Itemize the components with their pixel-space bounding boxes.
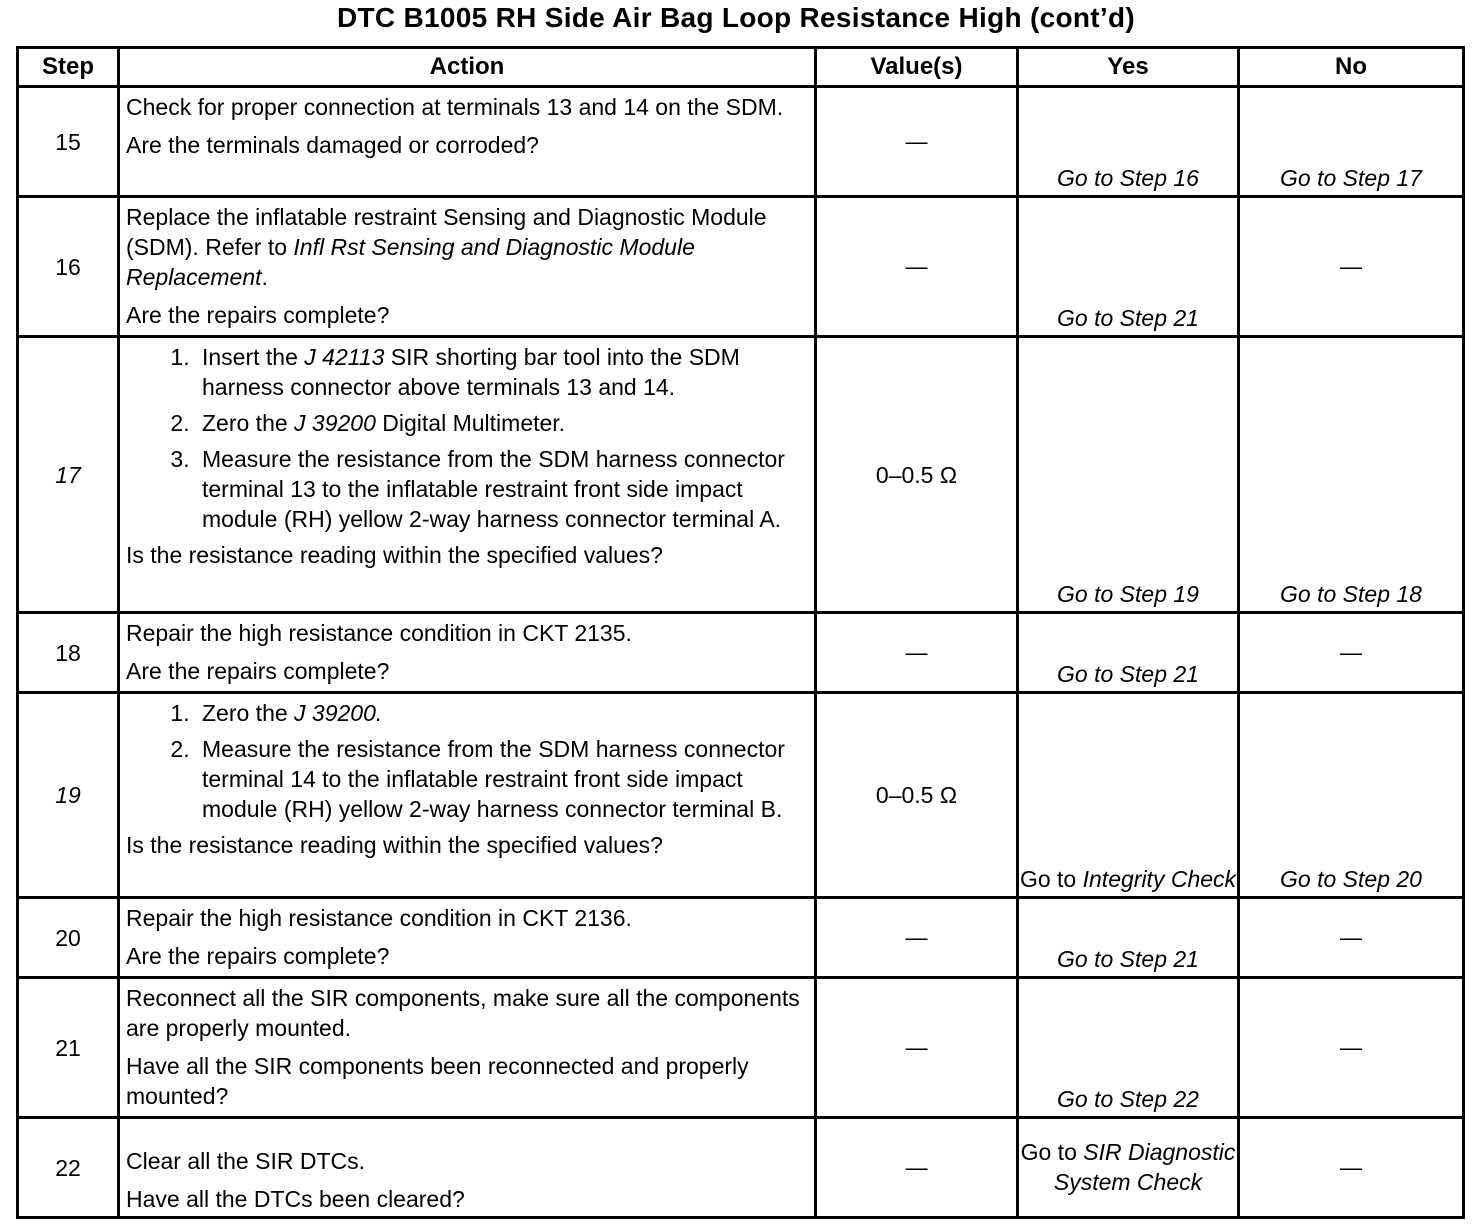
yes-link[interactable]: Go to Step 19 <box>1018 337 1239 613</box>
table-row <box>18 898 1464 978</box>
value-cell: — <box>816 1118 1018 1218</box>
step-number: 21 <box>18 978 119 1118</box>
value-cell: 0–0.5 Ω <box>816 337 1018 613</box>
header-no: No <box>1239 48 1464 87</box>
diagnostic-table <box>16 46 1465 1219</box>
action-question: Is the resistance reading within the specified values? <box>126 542 663 568</box>
list-item: 2. Measure the resistance from the SDM harness connector terminal 14 to the inflatable restraint front side impact module (RH) yellow 2-way harness connector terminal B. <box>196 734 808 824</box>
action-cell <box>119 337 816 613</box>
step-number: 20 <box>18 898 119 978</box>
no-cell: — <box>1239 613 1464 693</box>
action-text: Repair the high resistance condition in CKT 2135. <box>126 620 632 646</box>
item-text: Digital Multimeter. <box>375 410 566 436</box>
tool-reference: J 42113 <box>304 344 385 370</box>
action-question: Are the terminals damaged or corroded? <box>126 132 539 158</box>
header-yes: Yes <box>1018 48 1239 87</box>
value-cell: — <box>816 978 1018 1118</box>
yes-link[interactable]: Go to Step 21 <box>1018 197 1239 337</box>
value-cell: 0–0.5 Ω <box>816 693 1018 898</box>
item-text: Insert the <box>202 344 305 370</box>
step-number: 22 <box>18 1118 119 1218</box>
table-row <box>18 337 1464 613</box>
action-question: Have all the SIR components been reconnected and properly mounted? <box>126 1053 749 1109</box>
tool-reference: J 39200 <box>294 410 376 436</box>
table-row <box>18 1118 1464 1218</box>
action-cell <box>119 693 816 898</box>
no-cell: — <box>1239 978 1464 1118</box>
yes-link[interactable]: Go to Step 21 <box>1018 613 1239 693</box>
table-row <box>18 978 1464 1118</box>
yes-link[interactable]: Go to Step 22 <box>1018 978 1239 1118</box>
header-step: Step <box>18 48 119 87</box>
table-row <box>18 613 1464 693</box>
header-values: Value(s) <box>816 48 1018 87</box>
value-cell: — <box>816 87 1018 197</box>
action-text-suffix: . <box>261 264 268 290</box>
item-text: Zero the <box>202 700 295 726</box>
step-number: 15 <box>18 87 119 197</box>
document-title: DTC B1005 RH Side Air Bag Loop Resistance High (cont’d) <box>336 2 1135 33</box>
step-number: 17 <box>18 337 119 613</box>
action-cell <box>119 197 816 337</box>
action-text: Clear all the SIR DTCs. <box>126 1148 366 1174</box>
table-row <box>18 197 1464 337</box>
table-row <box>18 693 1464 898</box>
yes-link[interactable]: Go to Step 21 <box>1018 898 1239 978</box>
action-cell <box>119 898 816 978</box>
yes-link[interactable] <box>1018 1118 1239 1218</box>
list-item <box>196 698 808 728</box>
action-text <box>126 202 808 292</box>
action-cell <box>119 87 816 197</box>
yes-link[interactable]: Go to Step 16 <box>1018 87 1239 197</box>
no-link[interactable]: Go to Step 18 <box>1239 337 1464 613</box>
no-link[interactable]: Go to Step 20 <box>1239 693 1464 898</box>
item-text: SIR shorting bar tool into the SDM harness connector above terminals 13 and 14. <box>202 344 740 400</box>
list-item: 3. Measure the resistance from the SDM harness connector terminal 13 to the inflatable restraint front side impact module (RH) yellow 2-way harness connector terminal A. <box>196 444 808 534</box>
yes-link[interactable] <box>1018 693 1239 898</box>
step-number: 19 <box>18 693 119 898</box>
procedure-list <box>126 698 808 824</box>
step-number: 18 <box>18 613 119 693</box>
value-cell: — <box>816 613 1018 693</box>
no-cell: — <box>1239 1118 1464 1218</box>
no-cell: — <box>1239 197 1464 337</box>
tool-reference: J 39200. <box>294 700 383 726</box>
list-item <box>196 408 808 438</box>
action-cell <box>119 1118 816 1218</box>
action-question: Are the repairs complete? <box>126 302 390 328</box>
procedure-reference-link[interactable]: Infl Rst Sensing and Diagnostic Module Replacement <box>126 234 695 290</box>
action-question: Is the resistance reading within the specified values? <box>126 832 663 858</box>
item-text: Zero the <box>202 410 295 436</box>
action-question: Are the repairs complete? <box>126 658 390 684</box>
procedure-list <box>126 342 808 534</box>
table-row <box>18 87 1464 197</box>
header-action: Action <box>119 48 816 87</box>
action-question: Are the repairs complete? <box>126 943 390 969</box>
step-number: 16 <box>18 197 119 337</box>
no-cell: — <box>1239 898 1464 978</box>
yes-link-prefix: Go to <box>1019 866 1083 892</box>
action-question: Have all the DTCs been cleared? <box>126 1186 465 1212</box>
no-link[interactable]: Go to Step 17 <box>1239 87 1464 197</box>
action-text: Reconnect all the SIR components, make sure all the components are properly mounted. <box>126 985 800 1041</box>
action-cell <box>119 978 816 1118</box>
action-text-prefix: Replace the inflatable restraint Sensing and Diagnostic Module (SDM). Refer to <box>126 204 767 260</box>
value-cell: — <box>816 197 1018 337</box>
list-item <box>196 342 808 402</box>
header-row <box>18 48 1464 87</box>
yes-link-reference: SIR Diagnostic System Check <box>1053 1138 1236 1195</box>
value-cell: — <box>816 898 1018 978</box>
action-text: Repair the high resistance condition in CKT 2136. <box>126 905 632 931</box>
yes-link-prefix: Go to <box>1020 1138 1084 1165</box>
yes-link-reference: Integrity Check <box>1082 866 1237 892</box>
action-cell <box>119 613 816 693</box>
action-text: Check for proper connection at terminals 13 and 14 on the SDM. <box>126 94 784 120</box>
